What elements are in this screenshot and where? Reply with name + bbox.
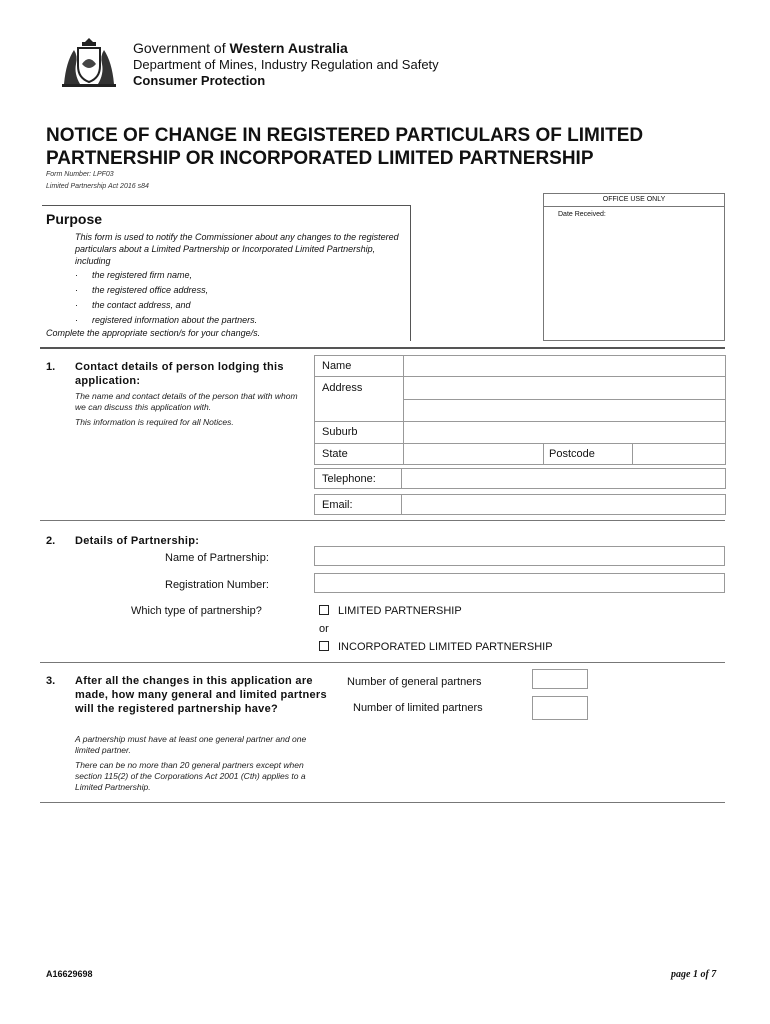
division-name: Consumer Protection bbox=[133, 73, 266, 88]
form-title: NOTICE OF CHANGE IN REGISTERED PARTICULARS OF LIMITED PARTNERSHIP OR INCORPORATED LIMITED PARTNERSHIP bbox=[46, 125, 644, 169]
name-input[interactable] bbox=[403, 355, 726, 377]
section-2-title: Details of Partnership: bbox=[75, 535, 200, 547]
address-input-line2[interactable] bbox=[403, 399, 726, 422]
postcode-label-cell: Postcode bbox=[543, 443, 633, 465]
section-3-number: 3. bbox=[46, 675, 56, 687]
address-input-line1[interactable] bbox=[403, 376, 726, 400]
contact-details-grid bbox=[314, 355, 726, 465]
state-input[interactable] bbox=[403, 443, 544, 465]
list-item: · the contact address, and bbox=[75, 300, 191, 310]
section-1-number: 1. bbox=[46, 361, 56, 373]
wa-crest-icon bbox=[58, 34, 120, 90]
section-1-title: Contact details of person lodging this application: bbox=[75, 361, 284, 387]
name-label-cell: Name bbox=[314, 355, 404, 377]
section-divider bbox=[40, 520, 725, 521]
department-name: Department of Mines, Industry Regulation and Safety bbox=[133, 57, 439, 72]
section-3-title: After all the changes in this application are made, how many general and limited partners will the registered partnership have? bbox=[75, 675, 327, 715]
address-label-cell: Address bbox=[314, 376, 404, 422]
list-item: · registered information about the partners. bbox=[75, 315, 258, 325]
checkbox-incorporated-limited-partnership[interactable] bbox=[319, 641, 329, 651]
telephone-label-cell: Telephone: bbox=[314, 468, 402, 489]
purpose-footer: Complete the appropriate section/s for your change/s. bbox=[46, 328, 261, 338]
list-item: · the registered firm name, bbox=[75, 270, 193, 280]
purpose-heading: Purpose bbox=[46, 211, 103, 227]
partnership-type-label: Which type of partnership? bbox=[131, 605, 262, 617]
suburb-label-cell: Suburb bbox=[314, 421, 404, 444]
section-3-note-max: There can be no more than 20 general partners except when section 115(2) of the Corporations Act 2001 (Cth) applies to a Limited Partnership. bbox=[75, 760, 306, 792]
date-received-label: Date Received: bbox=[558, 211, 606, 218]
section-2-number: 2. bbox=[46, 535, 56, 547]
telephone-row bbox=[314, 468, 726, 489]
suburb-input[interactable] bbox=[403, 421, 726, 444]
postcode-input[interactable] bbox=[632, 443, 726, 465]
registration-number-input[interactable] bbox=[314, 573, 725, 593]
email-row bbox=[314, 494, 726, 515]
limited-partnership-option[interactable]: LIMITED PARTNERSHIP bbox=[319, 605, 462, 617]
general-partners-input[interactable] bbox=[532, 669, 588, 689]
general-partners-label: Number of general partners bbox=[347, 676, 482, 688]
checkbox-limited-partnership[interactable] bbox=[319, 605, 329, 615]
or-text: or bbox=[319, 623, 329, 635]
act-reference: Limited Partnership Act 2016 s84 bbox=[46, 183, 149, 190]
email-input[interactable] bbox=[401, 494, 726, 515]
office-use-label: OFFICE USE ONLY bbox=[544, 194, 724, 207]
page-number: page 1 of 7 bbox=[671, 969, 717, 980]
limited-partners-input[interactable] bbox=[532, 696, 588, 720]
list-item: · the registered office address, bbox=[75, 285, 209, 295]
section-1-note: The name and contact details of the person that with whom we can discuss this application with. bbox=[75, 391, 298, 412]
section-divider bbox=[40, 347, 725, 349]
incorporated-limited-partnership-option[interactable]: INCORPORATED LIMITED PARTNERSHIP bbox=[319, 641, 553, 653]
telephone-input[interactable] bbox=[401, 468, 726, 489]
partnership-name-label: Name of Partnership: bbox=[165, 552, 269, 564]
purpose-box bbox=[42, 205, 411, 341]
document-id: A16629698 bbox=[46, 969, 93, 979]
section-3-note-min: A partnership must have at least one general partner and one limited partner. bbox=[75, 734, 307, 755]
section-divider bbox=[40, 802, 725, 803]
state-label-cell: State bbox=[314, 443, 404, 465]
purpose-text: This form is used to notify the Commissioner about any changes to the registered particulars about a Limited Partnership or Incorporated Limited Partnership, including bbox=[75, 232, 399, 266]
section-divider bbox=[40, 662, 725, 663]
partnership-name-input[interactable] bbox=[314, 546, 725, 566]
office-use-box bbox=[543, 193, 725, 341]
registration-number-label: Registration Number: bbox=[165, 579, 269, 591]
purpose-list bbox=[75, 270, 257, 330]
government-name: Government of Western Australia bbox=[133, 40, 348, 56]
limited-partners-label: Number of limited partners bbox=[353, 702, 483, 714]
form-number: Form Number: LPF03 bbox=[46, 171, 114, 178]
section-1-required-note: This information is required for all Notices. bbox=[75, 417, 234, 427]
email-label-cell: Email: bbox=[314, 494, 402, 515]
